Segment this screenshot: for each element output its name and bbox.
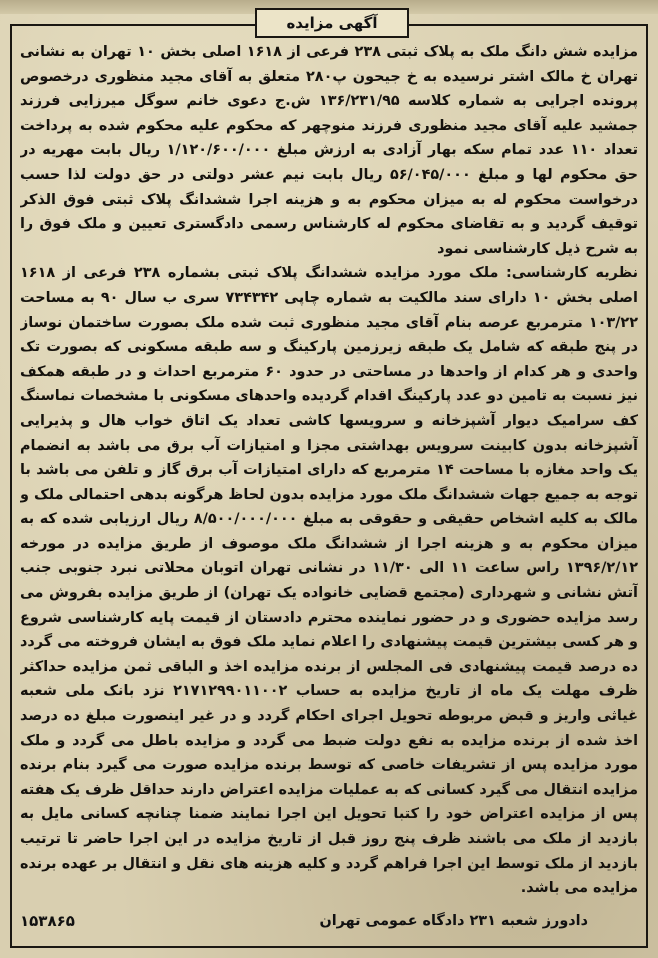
notice-title: آگهی مزایده [255, 8, 409, 38]
notice-paragraph-expert-opinion: نظریه کارشناسی: ملک مورد مزایده ششدانگ پلاک ثبتی بشماره ۲۳۸ فرعی از ۱۶۱۸ اصلی بخش ۱۰ دارای سند مالکیت به شماره چاپی ۷۳۴۳۴۲ سری ب سال ۹۰ به مساحت ۱۰۳/۲۲ مترمربع عرصه بنام آقای مجید منظوری ثبت شده ملک بصورت ساختمان نوساز در پنج طبقه که شامل یک طبقه زیرزمین پارکینگ و سه طبقه مسکونی که بصورت تک واحدی و هر کدام از واحدها در مساحتی در حدود ۶۰ مترمربع احداث و در طبقه همکف نیز نسبت به تامین دو عدد پارکینگ اقدام گردیده واحدهای مسکونی با مشخصات نماسنگ کف سرامیک دیوار آشپزخانه و سرویسها کاشی تعداد یک اتاق خواب هال و پذیرایی آشپزخانه بدون کابینت سرویس بهداشتی مجزا و امتیازات آب برق می باشد به انضمام یک واحد مغازه با مساحت ۱۴ مترمربع که دارای امتیازات آب برق گاز و تلفن می باشد با توجه به جمیع جهات ششدانگ ملک مورد مزایده بدون لحاظ هرگونه بدهی احتمالی ملک و مالک به کلیه اشخاص حقیقی و حقوقی به مبلغ ۸/۵۰۰/۰۰۰/۰۰۰ ریال ارزیابی شده که به میزان محکوم به و هزینه اجرا از ششدانگ ملک موصوف از طریق مزایده در مورخه ۱۳۹۶/۲/۱۲ راس ساعت ۱۱ الی ۱۱/۳۰ در نشانی تهران اتوبان محلاتی نبرد جنوبی جنب آتش نشانی و شهرداری (مجتمع قضایی خانواده یک تهران) از طریق مزایده بفروش می رسد مزایده حضوری و در حضور نماینده محترم دادستان از قیمت پایه کارشناسی شروع و هر کسی بیشترین قیمت پیشنهادی را اعلام نماید ملک فوق به ایشان فروخته می گردد ده درصد قیمت پیشنهادی فی المجلس از برنده مزایده اخذ و الباقی ثمن مزایده حداکثر ظرف مهلت یک ماه از تاریخ مزایده به حساب ۲۱۷۱۲۹۹۰۱۱۰۰۲ نزد بانک ملی شعبه غیاثی واریز و قبض مربوطه تحویل اجرای احکام گردد و در غیر اینصورت مبلغ ده درصد اخذ شده از برنده مزایده به نفع دولت ضبط می گردد و مزایده باطل می گردد و ملک مورد مزایده پس از تشریفات خاصی که توسط برنده مزایده صورت می گیرد بنام برنده مزایده انتقال می گیرد کسانی که به عملیات مزایده اعتراض دارند حداقل ظرف یک هفته پس از مزایده اعتراض خود را کتبا تحویل این اجرا نمایند ضمنا چنانچه کسانی مایل به بازدید از ملک می باشند ظرف پنج روز قبل از تاریخ مزایده در این اجرا حاضر تا ترتیب بازدید از ملک توسط این اجرا فراهم گردد و کلیه هزینه های نقل و انتقال بر عهده برنده مزایده می باشد. [20, 265, 638, 897]
ad-code: ۱۵۳۸۶۵ [20, 912, 75, 930]
notice-footer [20, 904, 638, 938]
notice-body [20, 40, 638, 900]
court-signature: دادورز شعبه ۲۳۱ دادگاه عمومی تهران [319, 913, 588, 929]
notice-paragraph-intro: مزایده شش دانگ ملک به پلاک ثبتی ۲۳۸ فرعی از ۱۶۱۸ اصلی بخش ۱۰ تهران به نشانی تهران خ مالک اشتر نرسیده به خ جیحون پ۲۸۰ متعلق به آقای مجید منظوری درخصوص پرونده اجرایی به شماره کلاسه ۱۳۶/۲۳۱/۹۵ ش.ج دعوی خانم سوگل میرزایی فرزند جمشید علیه آقای مجید منظوری فرزند منوچهر که محکوم علیه محکوم شده به پرداخت تعداد ۱۱۰ عدد تمام سکه بهار آزادی به ارزش مبلغ ۱/۱۲۰/۶۰۰/۰۰۰ ریال بابت مهریه در حق محکوم لها و مبلغ ۵۶/۰۴۵/۰۰۰ ریال بابت نیم عشر دولتی در حق دولت لذا حسب درخواست محکوم له به میزان محکوم به و هزینه اجرا ششدانگ پلاک ثبتی فوق الذکر توقیف گردید و به تقاضای محکوم له کارشناس رسمی دادگستری تعیین و ملک فوق را به شرح ذیل کارشناسی نمود [20, 44, 638, 257]
